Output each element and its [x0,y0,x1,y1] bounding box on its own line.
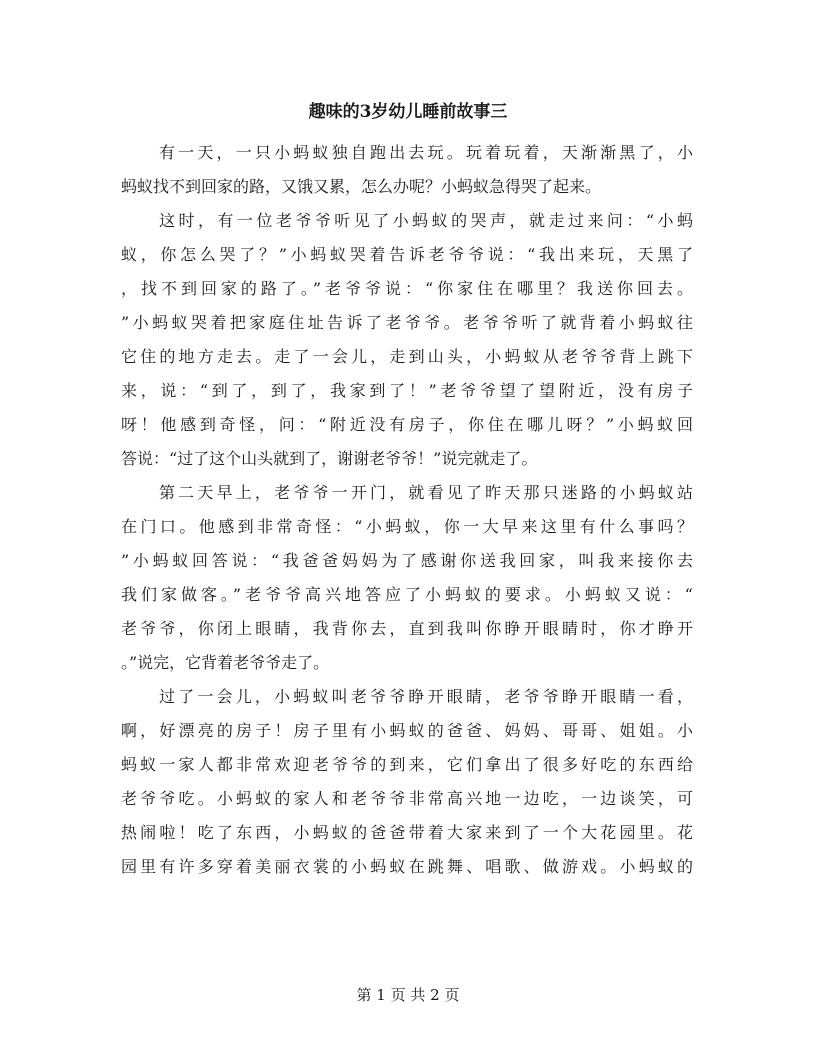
story-body [121,136,693,884]
text-line: 蚁，你怎么哭了？”小蚂蚁哭着告诉老爷爷说：“我出来玩，天黑了 [121,245,693,264]
text-line: ”小蚂蚁哭着把家庭住址告诉了老爷爷。老爷爷听了就背着小蚂蚁往 [121,313,693,332]
text-line: 。”说完，它背着老爷爷走了。 [121,653,330,672]
story-paragraph [121,680,693,884]
text-line: 园里有许多穿着美丽衣裳的小蚂蚁在跳舞、唱歌、做游戏。小蚂蚁的 [121,857,693,876]
text-line: 啊，好漂亮的房子！房子里有小蚂蚁的爸爸、妈妈、哥哥、姐姐。小 [121,721,693,740]
text-line: 老爷爷，你闭上眼睛，我背你去，直到我叫你睁开眼睛时，你才睁开 [121,619,693,638]
text-line: 第二天早上，老爷爷一开门，就看见了昨天那只迷路的小蚂蚁站 [159,483,693,502]
text-line: 热闹啦！吃了东西，小蚂蚁的爸爸带着大家来到了一个大花园里。花 [121,823,693,842]
text-line: ”小蚂蚁回答说：“我爸爸妈妈为了感谢你送我回家，叫我来接你去 [121,551,693,570]
text-line: 过了一会儿，小蚂蚁叫老爷爷睁开眼睛，老爷爷睁开眼睛一看， [159,687,693,706]
text-line: 呀！他感到奇怪，问：“附近没有房子，你住在哪儿呀？”小蚂蚁回 [121,415,693,434]
text-line: 答说：“过了这个山头就到了，谢谢老爷爷！”说完就走了。 [121,449,538,468]
page-footer: 第 1 页 共 2 页 [356,986,460,1004]
text-line: 在门口。他感到非常奇怪：“小蚂蚁，你一大早来这里有什么事吗？ [121,517,693,536]
text-line: 有一天，一只小蚂蚁独自跑出去玩。玩着玩着，天渐渐黑了，小 [159,143,693,162]
text-line: 它住的地方走去。走了一会儿，走到山头，小蚂蚁从老爷爷背上跳下 [121,347,693,366]
text-line: 这时，有一位老爷爷听见了小蚂蚁的哭声，就走过来问：“小蚂 [159,211,693,230]
story-paragraph [121,204,693,476]
document-title: 趣味的3岁幼儿睡前故事三 [308,102,508,122]
text-line: 蚂蚁找不到回家的路，又饿又累，怎么办呢？小蚂蚁急得哭了起来。 [121,177,602,196]
text-line: ，找不到回家的路了。”老爷爷说：“你家住在哪里？我送你回去。 [121,279,693,298]
text-line: 蚂蚁一家人都非常欢迎老爷爷的到来，它们拿出了很多好吃的东西给 [121,755,693,774]
story-paragraph [121,476,693,680]
text-line: 老爷爷吃。小蚂蚁的家人和老爷爷非常高兴地一边吃，一边谈笑，可 [121,789,693,808]
text-line: 来，说：“到了，到了，我家到了！”老爷爷望了望附近，没有房子 [121,381,693,400]
text-line: 我们家做客。”老爷爷高兴地答应了小蚂蚁的要求。小蚂蚁又说：“ [121,585,693,604]
story-paragraph [121,136,693,204]
